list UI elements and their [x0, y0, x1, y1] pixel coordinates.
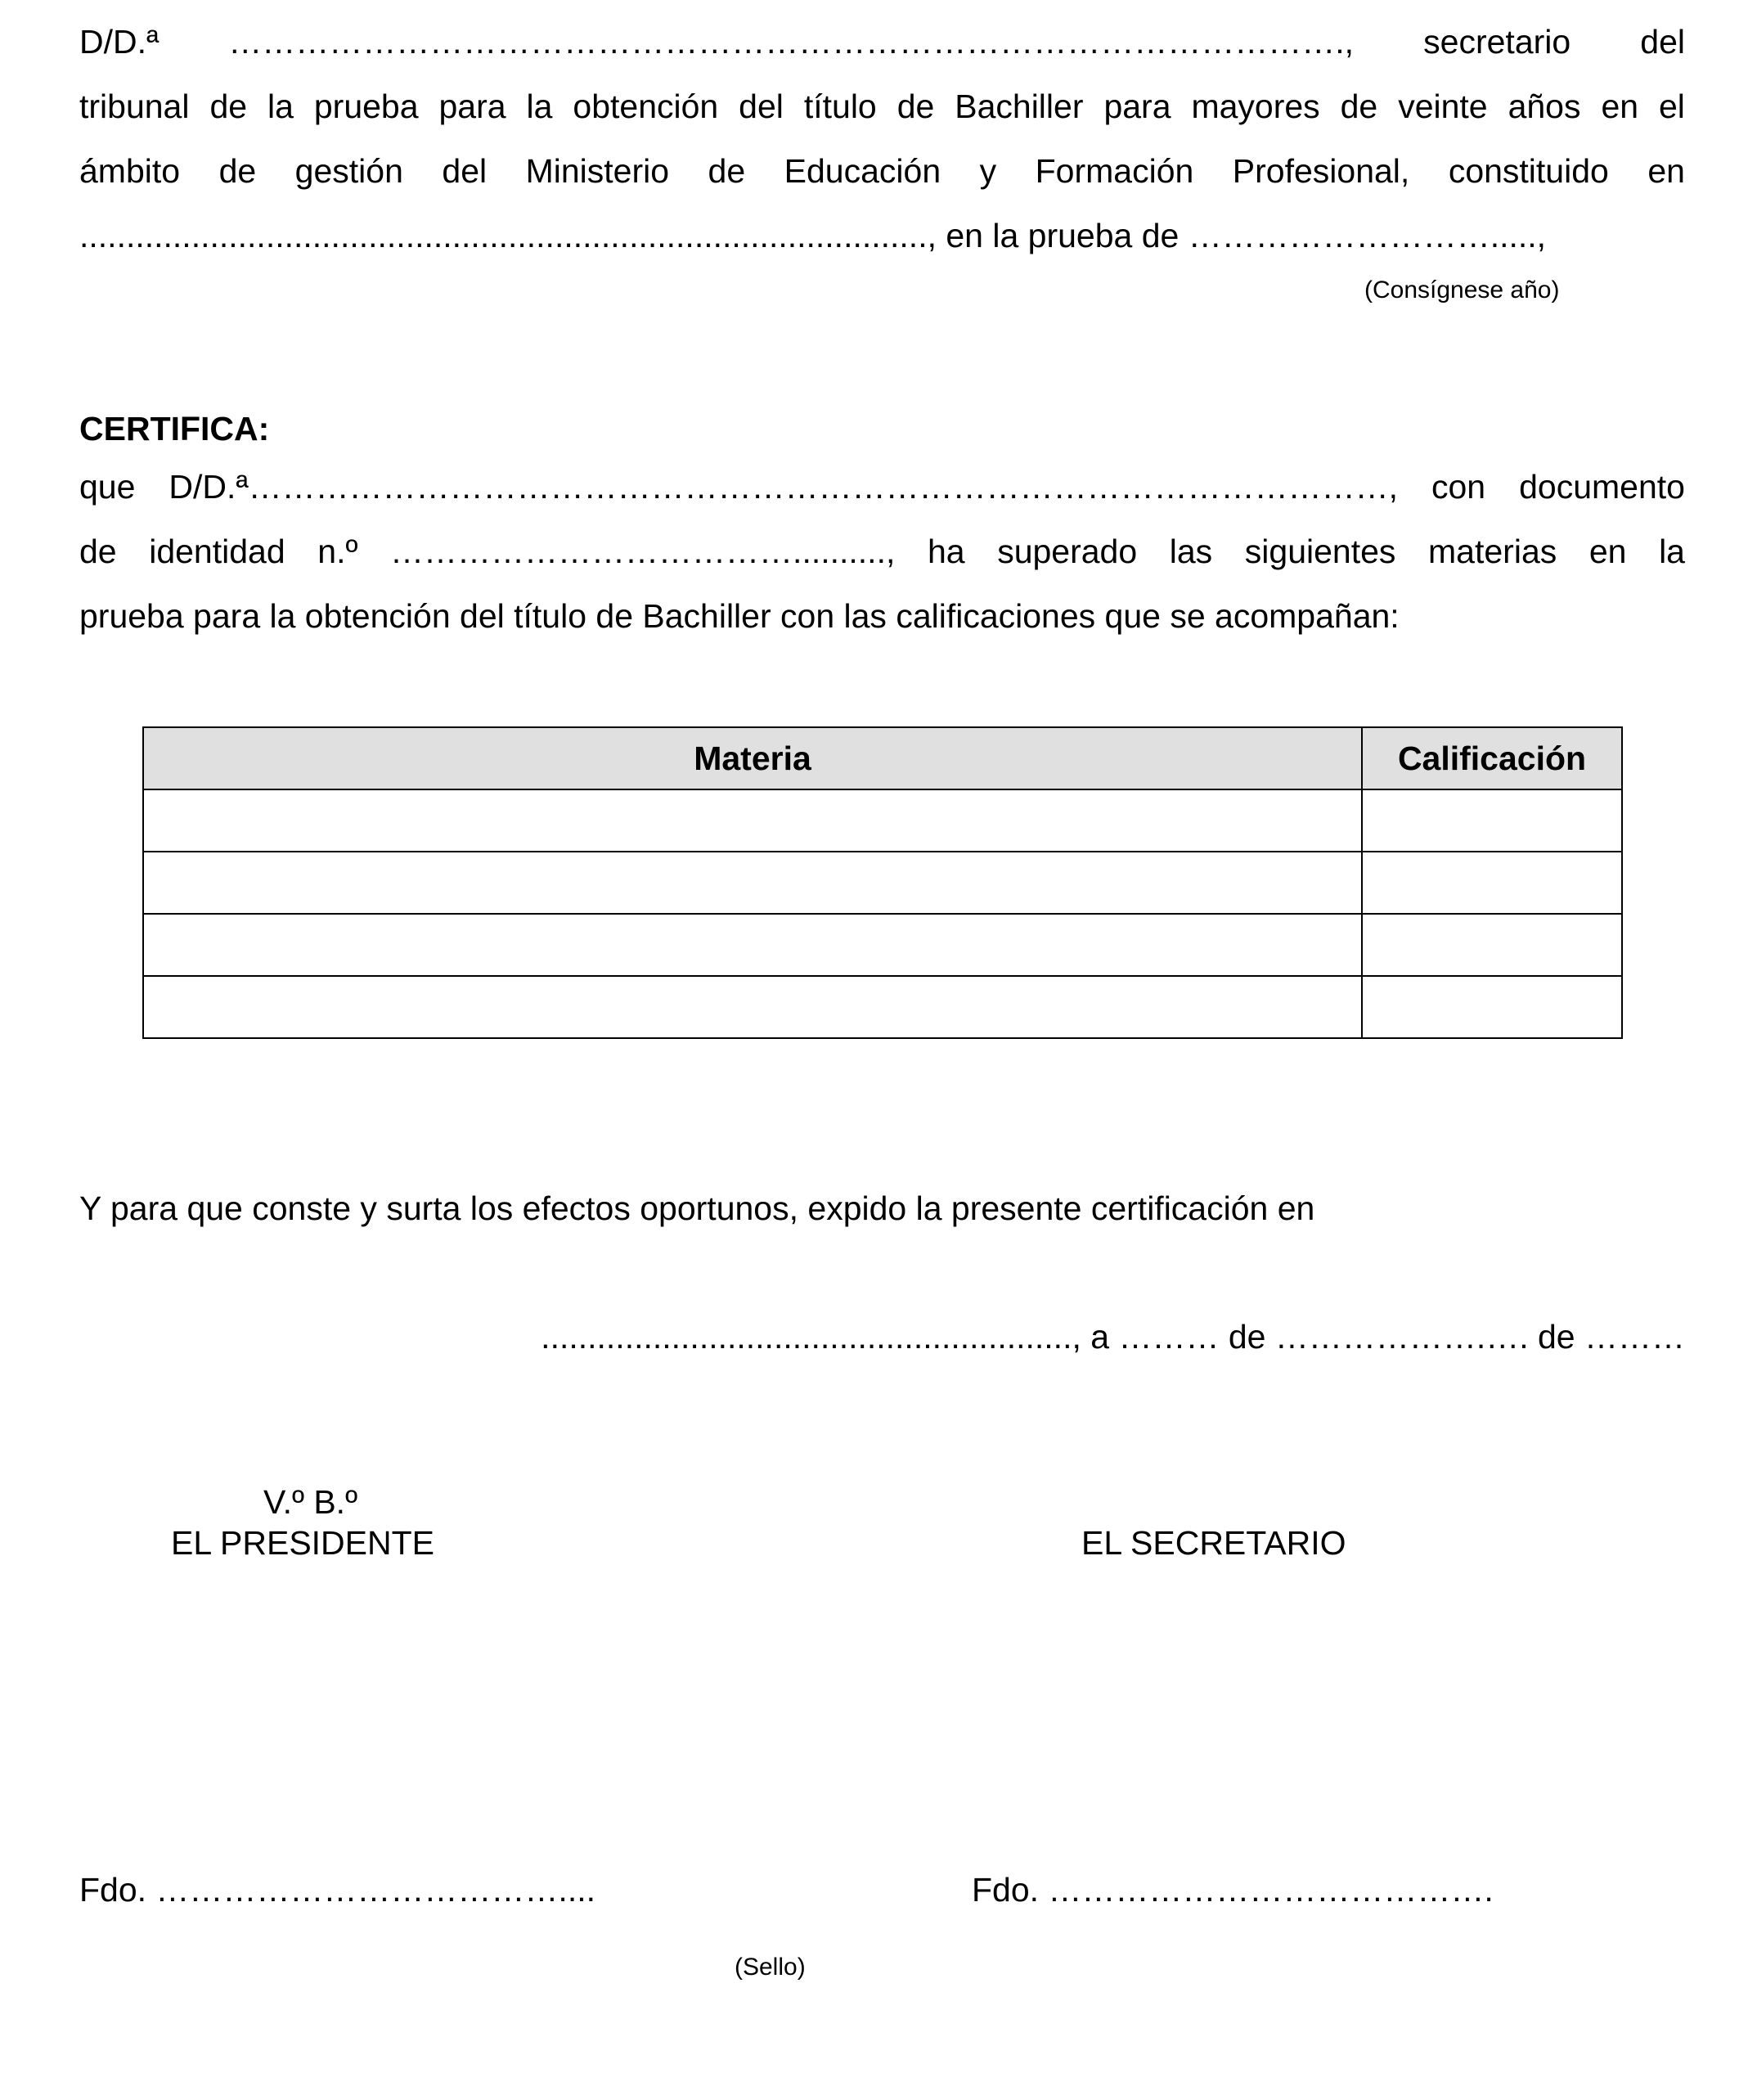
word: Profesional, [1232, 152, 1410, 190]
intro-line-1 [79, 25, 1685, 59]
word: de [79, 533, 117, 570]
word: con [1431, 468, 1486, 506]
subject-column-header: Materia [143, 727, 1362, 789]
word: materias [1428, 533, 1557, 570]
word: Bachiller [955, 88, 1084, 125]
grade-column-header: Calificación [1362, 727, 1622, 789]
word: Formación [1035, 152, 1194, 190]
word: documento [1519, 468, 1685, 506]
word: mayores [1191, 88, 1320, 125]
word: la [267, 88, 294, 125]
word: obtención [573, 88, 719, 125]
secretary-title: EL SECRETARIO [1081, 1524, 1346, 1562]
seal-label: (Sello) [735, 1954, 806, 1981]
table-row [143, 852, 1622, 914]
word: Educación [784, 152, 941, 190]
subject-cell[interactable] [143, 914, 1362, 976]
intro-line-3 [79, 152, 1685, 190]
grade-cell[interactable] [1362, 976, 1622, 1038]
table-header-row [143, 727, 1622, 789]
word: de [218, 152, 257, 190]
word: para [1103, 88, 1171, 125]
subject-cell[interactable] [143, 976, 1362, 1038]
word: de [1340, 88, 1378, 125]
grade-cell[interactable] [1362, 852, 1622, 914]
word: superado [997, 533, 1138, 570]
word: el [1659, 88, 1685, 125]
word: de [708, 152, 746, 190]
word: identidad [149, 533, 285, 570]
date-line: ........................................................., a ……… de ……………….…. de ……… [541, 1318, 1685, 1356]
president-signature-line: Fdo. ……………………………….... [79, 1871, 595, 1909]
grade-cell[interactable] [1362, 789, 1622, 852]
word: de [896, 88, 935, 125]
word: siguientes [1244, 533, 1396, 570]
word: ha [927, 533, 965, 570]
word: las [1169, 533, 1213, 570]
word: en [1647, 152, 1685, 190]
secretary-signature-line: Fdo. …………………………………. [972, 1871, 1494, 1909]
word: n.º [317, 533, 358, 570]
certifica-line-3: prueba para la obtención del título de Bachiller con las calificaciones que se acompañan: [79, 597, 1400, 635]
word: gestión [294, 152, 403, 190]
word: de [209, 88, 248, 125]
word: ………………………………………………………………………………………., [228, 23, 1355, 61]
table-row [143, 976, 1622, 1038]
word: ámbito [79, 152, 181, 190]
grade-cell[interactable] [1362, 914, 1622, 976]
word: tribunal [79, 88, 190, 125]
word: constituido [1448, 152, 1609, 190]
certifica-heading: CERTIFICA: [79, 410, 270, 447]
table-row [143, 789, 1622, 852]
intro-line-4: ..........................................................................................., en la prueba de ………………………....., [79, 217, 1547, 254]
word: del [739, 88, 784, 125]
subject-cell[interactable] [143, 789, 1362, 852]
word: y [979, 152, 997, 190]
year-note: (Consígnese año) [1364, 277, 1560, 304]
word: prueba [313, 88, 419, 125]
certifica-line-1 [79, 470, 1685, 504]
vobo-label: V.º B.º [263, 1483, 358, 1521]
word: Ministerio [525, 152, 670, 190]
word: D/D.ª [79, 23, 160, 61]
closing-statement: Y para que conste y surta los efectos oportunos, expido la presente certificación en [79, 1189, 1315, 1227]
subject-cell[interactable] [143, 852, 1362, 914]
word: para [438, 88, 506, 125]
grades-table [142, 726, 1623, 1039]
table-row [143, 914, 1622, 976]
word: la [1659, 533, 1685, 570]
word: D/D.ª…………………………………………………………………………………………, [169, 468, 1398, 506]
word: la [526, 88, 553, 125]
word: que [79, 468, 136, 506]
intro-line-2 [79, 90, 1685, 124]
word: veinte [1398, 88, 1488, 125]
word: años [1508, 88, 1581, 125]
word: secretario [1423, 23, 1571, 61]
word: ……………………………….........., [390, 533, 896, 570]
president-title: EL PRESIDENTE [171, 1524, 435, 1562]
word: en [1601, 88, 1639, 125]
word: del [1640, 23, 1685, 61]
word: título [803, 88, 877, 125]
certifica-line-2 [79, 535, 1685, 569]
word: en [1588, 533, 1627, 570]
word: del [442, 152, 488, 190]
